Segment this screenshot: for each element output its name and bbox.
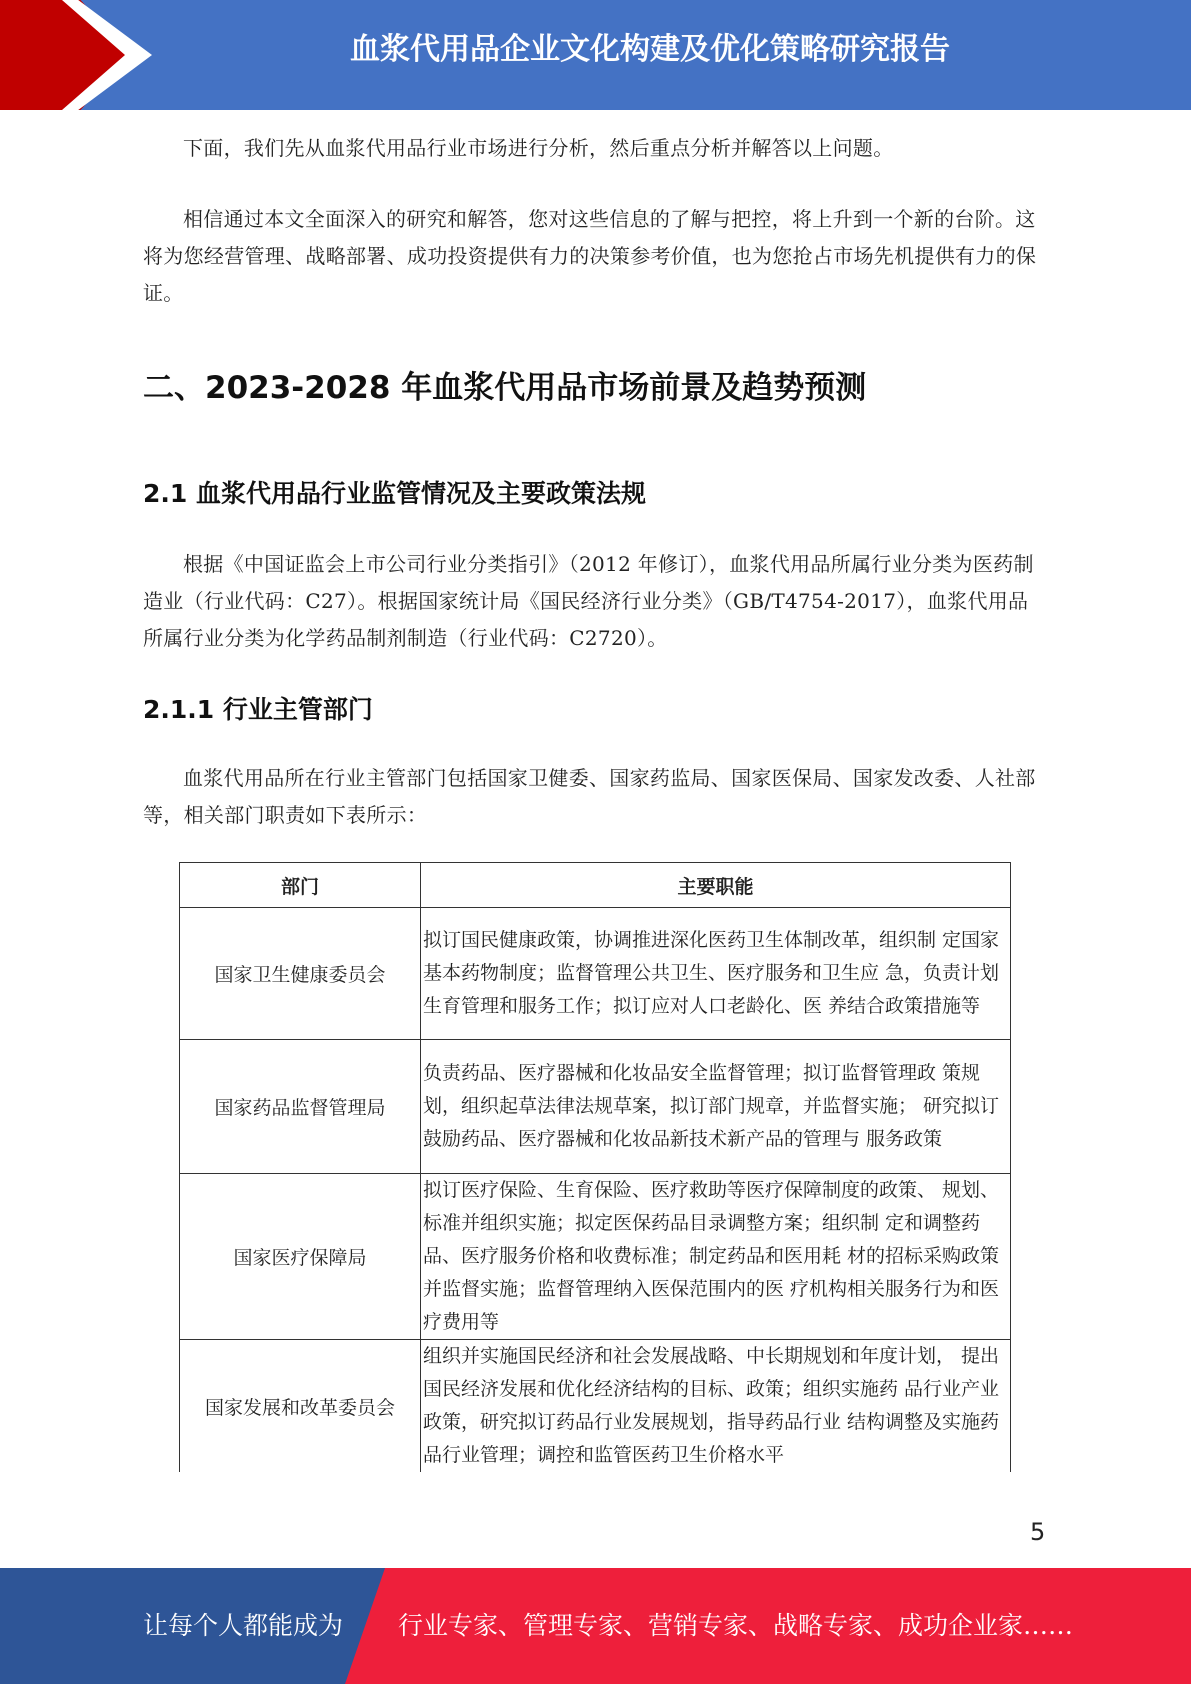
table-cell-dept: 国家药品监督管理局 <box>180 1040 421 1174</box>
table-cell-dept: 国家发展和改革委员会 <box>180 1340 421 1473</box>
header-title: 血浆代用品企业文化构建及优化策略研究报告 <box>350 32 950 67</box>
footer-slogan-right: 行业专家、管理专家、营销专家、战略专家、成功企业家…… <box>398 1611 1074 1640</box>
table-row <box>180 1040 1011 1174</box>
table-cell-func: 拟订国民健康政策，协调推进深化医药卫生体制改革，组织制 定国家基本药物制度；监督管理公共卫生、医疗服务和卫生应 急，负责计划生育管理和服务工作；拟订应对人口老龄化、医 养结合政策措施等 <box>421 908 1011 1040</box>
section-2-title: 二、2023-2028 年血浆代用品市场前景及趋势预测 <box>143 370 867 406</box>
page-header <box>0 0 1191 110</box>
section-2-1-body: 根据《中国证监会上市公司行业分类指引》（2012 年修订），血浆代用品所属行业分类为医药制造业（行业代码：C27）。根据国家统计局《国民经济行业分类》（GB/T4754-2017），血浆代用品所属行业分类为化学药品制剂制造（行业代码：C2720）。 <box>143 552 1034 650</box>
header-red-arrow <box>0 0 130 110</box>
table-header-row <box>180 863 1011 908</box>
table-cell-dept: 国家医疗保障局 <box>180 1174 421 1340</box>
table-row <box>180 1174 1011 1340</box>
page-footer <box>0 1568 1191 1684</box>
table-cell-func: 拟订医疗保险、生育保险、医疗救助等医疗保障制度的政策、 规划、标准并组织实施；拟定医保药品目录调整方案；组织制 定和调整药品、医疗服务价格和收费标准；制定药品和医用耗 材的招标采购政策并监督实施；监督管理纳入医保范围内的医 疗机构相关服务行为和医疗费用等 <box>421 1174 1011 1340</box>
intro-section <box>143 130 1045 346</box>
table-header-func: 主要职能 <box>421 863 1011 908</box>
intro-paragraph-1: 下面，我们先从血浆代用品行业市场进行分析，然后重点分析并解答以上问题。 <box>183 136 894 160</box>
table-cell-func: 组织并实施国民经济和社会发展战略、中长期规划和年度计划， 提出国民经济发展和优化经济结构的目标、政策；组织实施药 品行业产业政策，研究拟订药品行业发展规划，指导药品行业 结构调整及实施药品行业管理；调控和监管医药卫生价格水平 <box>421 1340 1011 1473</box>
section-2-1-1-title: 2.1.1 行业主管部门 <box>143 695 373 724</box>
table-cell-dept: 国家卫生健康委员会 <box>180 908 421 1040</box>
table-row <box>180 908 1011 1040</box>
page-number: 5 <box>1030 1518 1046 1546</box>
footer-slogan-left: 让每个人都能成为 <box>143 1611 344 1640</box>
department-table <box>179 862 1011 1472</box>
intro-paragraph-2: 相信通过本文全面深入的研究和解答，您对这些信息的了解与把控，将上升到一个新的台阶。这将为您经营管理、战略部署、成功投资提供有力的决策参考价值，也为您抢占市场先机提供有力的保证。 <box>143 207 1037 305</box>
section-2-1-title: 2.1 血浆代用品行业监管情况及主要政策法规 <box>143 479 646 508</box>
table-header-dept: 部门 <box>180 863 421 908</box>
table-row <box>180 1340 1011 1473</box>
section-2-1-1-body: 血浆代用品所在行业主管部门包括国家卫健委、国家药监局、国家医保局、国家发改委、人社部等，相关部门职责如下表所示： <box>143 766 1036 827</box>
table-cell-func: 负责药品、医疗器械和化妆品安全监督管理；拟订监督管理政 策规划，组织起草法律法规草案，拟订部门规章，并监督实施； 研究拟订鼓励药品、医疗器械和化妆品新技术新产品的管理与 服务政策 <box>421 1040 1011 1174</box>
